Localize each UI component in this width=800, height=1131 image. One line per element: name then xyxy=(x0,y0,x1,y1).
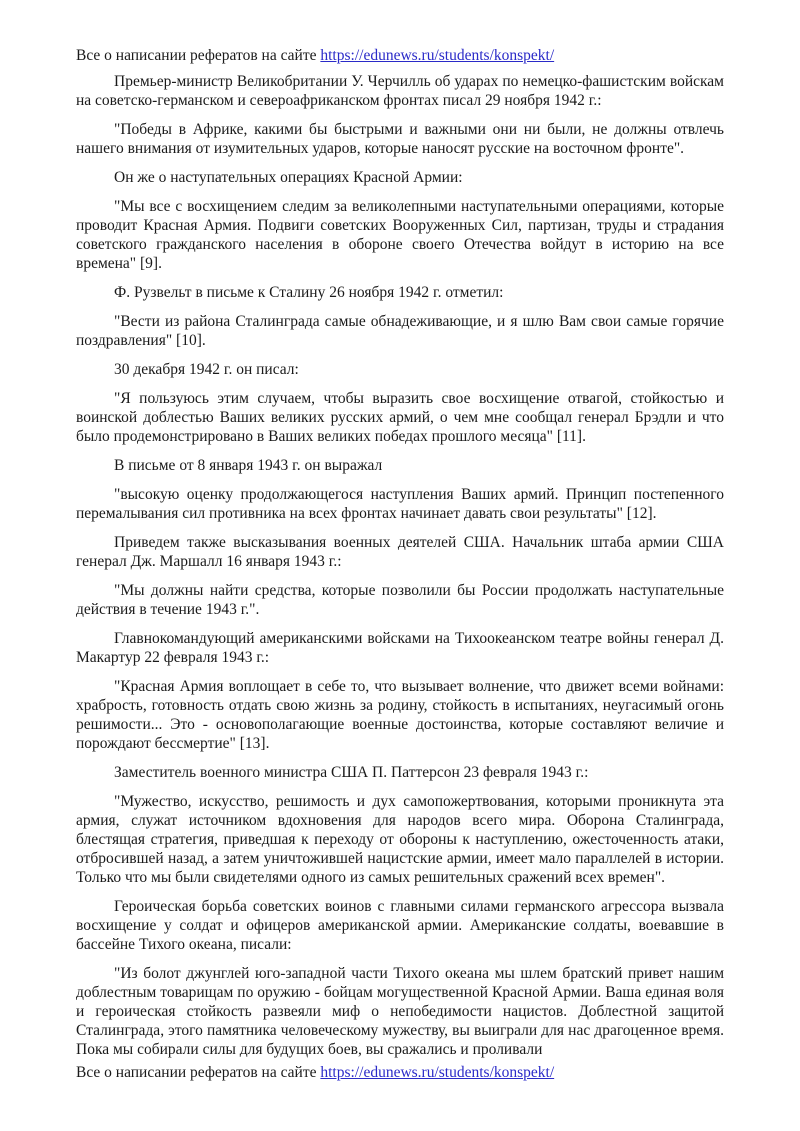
quote-paragraph: "Победы в Африке, какими бы быстрыми и важными они ни были, не должны отвлечь нашего внимания от изумительных ударов, которые наносят русские на восточном фронте". xyxy=(76,121,724,157)
paragraph: Главнокомандующий американскими войсками на Тихоокеанском театре войны генерал Д. Макартур 22 февраля 1943 г.: xyxy=(76,630,724,666)
footer-text: Все о написании рефератов на сайте xyxy=(76,1064,321,1081)
paragraph: 30 декабря 1942 г. он писал: xyxy=(114,361,299,378)
quote-paragraph: "Я пользуюсь этим случаем, чтобы выразить свое восхищение отвагой, стойкостью и воинской доблестью Ваших великих русских армий, о чем мне сообщал генерал Брэдли и что было продемонстрировано в Ваших великих победах прошлого месяца" [11]. xyxy=(76,390,724,445)
paragraph: Ф. Рузвельт в письме к Сталину 26 ноября 1942 г. отметил: xyxy=(114,284,504,301)
quote-paragraph: "Из болот джунглей юго-западной части Тихого океана мы шлем братский привет нашим доблестным товарищам по оружию - бойцам могущественной Красной Армии. Ваша единая воля и героическая стойкость развеяли миф о непобедимости нацистов. Доблестной защитой Сталинграда, этого памятника человеческому мужеству, вы выиграли для нас драгоценное время. Пока мы собирали силы для будущих боев, вы сражались и проливали xyxy=(76,965,724,1058)
quote-paragraph: "Вести из района Сталинграда самые обнадеживающие, и я шлю Вам свои самые горячие поздравления" [10]. xyxy=(76,313,724,349)
paragraph: Премьер-министр Великобритании У. Черчилль об ударах по немецко-фашистским войскам на советско-германском и североафриканском фронтах писал 29 ноября 1942 г.: xyxy=(76,73,724,109)
quote-paragraph: "Мы должны найти средства, которые позволили бы России продолжать наступательные действия в течение 1943 г.". xyxy=(76,582,724,618)
paragraph: Героическая борьба советских воинов с главными силами германского агрессора вызвала восхищение у солдат и офицеров американской армии. Американские солдаты, воевавшие в бассейне Тихого океана, писали: xyxy=(76,898,724,953)
page-footer xyxy=(76,1063,554,1083)
paragraph: Приведем также высказывания военных деятелей США. Начальник штаба армии США генерал Дж. Маршалл 16 января 1943 г.: xyxy=(76,534,724,570)
paragraph: Заместитель военного министра США П. Паттерсон 23 февраля 1943 г.: xyxy=(114,764,589,781)
quote-paragraph: "высокую оценку продолжающегося наступления Ваших армий. Принцип постепенного перемалывания сил противника на всех фронтах начинает давать свои результаты" [12]. xyxy=(76,486,724,522)
paragraph: Он же о наступательных операциях Красной Армии: xyxy=(114,169,463,186)
page-header xyxy=(76,46,724,66)
footer-link[interactable]: https://edunews.ru/students/konspekt/ xyxy=(320,1064,555,1081)
quote-paragraph: "Мужество, искусство, решимость и дух самопожертвования, которыми проникнута эта армия, служат источником вдохновения для народов всего мира. Оборона Сталинграда, блестящая стратегия, приведшая к переходу от обороны к наступлению, ожесточенность атаки, отбросившей назад, а затем уничтожившей нацистские армии, имеет мало параллелей в истории. Только что мы были свидетелями одного из самых решительных сражений всех времен". xyxy=(76,793,724,886)
document-body xyxy=(76,72,724,1059)
header-text: Все о написании рефератов на сайте xyxy=(76,47,321,64)
paragraph: В письме от 8 января 1943 г. он выражал xyxy=(114,457,383,474)
quote-paragraph: "Мы все с восхищением следим за великолепными наступательными операциями, которые проводит Красная Армия. Подвиги советских Вооруженных Сил, партизан, труды и страдания советского гражданского населения в обороне своего Отечества войдут в историю на все времена" [9]. xyxy=(76,198,724,272)
header-link[interactable]: https://edunews.ru/students/konspekt/ xyxy=(320,47,555,64)
quote-paragraph: "Красная Армия воплощает в себе то, что вызывает волнение, что движет всеми войнами: храбрость, готовность отдать свою жизнь за родину, стойкость в испытаниях, неугасимый огонь решимости... Это - основополагающие военные достоинства, которые составляют величие и порождают бессмертие" [13]. xyxy=(76,678,724,752)
